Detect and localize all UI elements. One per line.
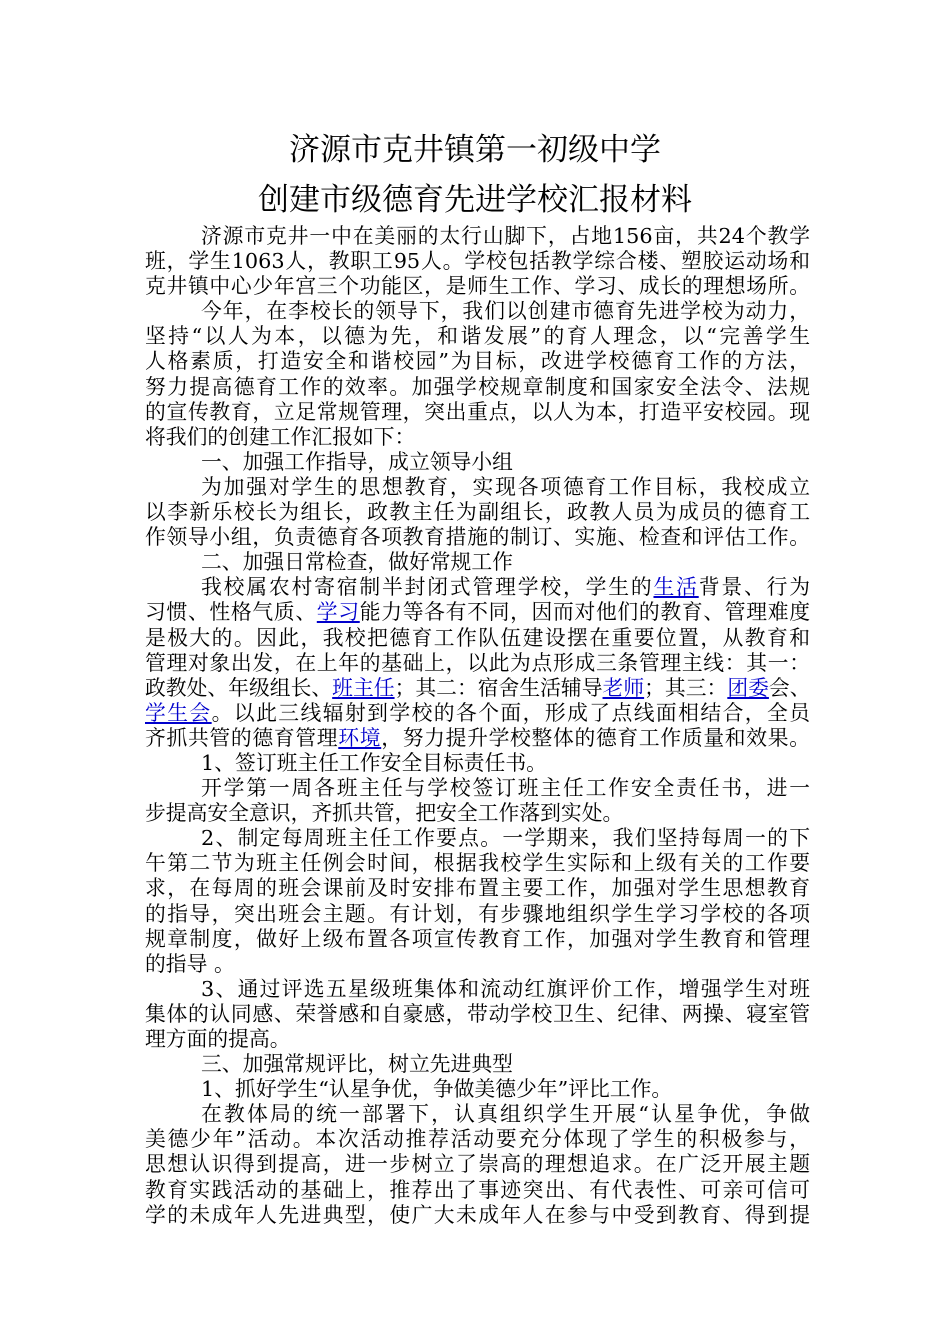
text-segment: 规章制度，做好上级布置各项宣传教育工作，加强对学生教育和管理 xyxy=(145,926,810,951)
text-line xyxy=(145,1178,810,1203)
text-segment: 今年，在李校长的领导下，我们以创建市德育先进学校为动力， xyxy=(201,299,810,324)
text-segment: 的指导 。 xyxy=(145,951,235,976)
text-segment: 一、加强工作指导，成立领导小组 xyxy=(201,449,513,474)
text-segment: 将我们的创建工作汇报如下： xyxy=(145,424,416,449)
text-line xyxy=(145,651,810,676)
text-segment: 1、签订班主任工作安全目标责任书。 xyxy=(201,750,547,775)
text-line xyxy=(145,902,810,927)
text-segment: 美德少年”活动。本次活动推荐活动要充分体现了学生的积极参与， xyxy=(145,1127,810,1152)
text-segment: 班，学生1063人，教职工95人。学校包括教学综合楼、塑胶运动场和 xyxy=(145,249,810,274)
text-line xyxy=(145,450,810,475)
text-segment: 人格素质，打造安全和谐校园”为目标，改进学校德育工作的方法， xyxy=(145,349,810,374)
text-line xyxy=(145,1002,810,1027)
text-line xyxy=(145,575,810,600)
text-segment: 作领导小组，负责德育各项教育措施的制订、实施、检查和评估工作。 xyxy=(145,525,810,550)
text-segment: 努力提高德育工作的效率。加强学校规章制度和国家安全法令、法规 xyxy=(145,374,810,399)
text-line xyxy=(145,801,810,826)
text-line xyxy=(145,1152,810,1177)
text-segment: 在教体局的统一部署下，认真组织学生开展“认星争优，争做 xyxy=(201,1102,810,1127)
text-segment: 背景、行为 xyxy=(698,575,811,600)
text-line xyxy=(145,1077,810,1102)
inline-link[interactable]: 老师 xyxy=(602,675,645,700)
text-segment: 求，在每周的班会课前及时安排布置主要工作，加强对学生思想教育 xyxy=(145,876,810,901)
text-segment: 会、 xyxy=(768,675,811,700)
text-line xyxy=(145,1203,810,1228)
text-line xyxy=(145,726,810,751)
text-line xyxy=(145,324,810,349)
text-segment: 的指导，突出班会主题。有计划，有步骤地组织学生学习学校的各项 xyxy=(145,901,810,926)
text-segment: 齐抓共管的德育管理 xyxy=(145,725,339,750)
text-segment: ；其三： xyxy=(644,675,728,700)
text-line xyxy=(145,500,810,525)
text-line xyxy=(145,676,810,701)
text-segment: 济源市克井一中在美丽的太行山脚下，占地156亩，共24个教学 xyxy=(201,224,810,248)
text-segment: 集体的认同感、荣誉感和自豪感，带动学校卫生、纪律、两操、寝室管 xyxy=(145,1001,810,1026)
text-line xyxy=(145,851,810,876)
text-segment: 步提高安全意识，齐抓共管，把安全工作落到实处。 xyxy=(145,801,624,826)
text-segment: 理方面的提高。 xyxy=(145,1027,291,1051)
text-line xyxy=(145,751,810,776)
text-segment: 习惯、性格气质、 xyxy=(145,600,317,625)
text-line xyxy=(145,1127,810,1152)
inline-link[interactable]: 生活 xyxy=(653,575,699,600)
text-line xyxy=(145,425,810,450)
text-segment: 坚持“以人为本，以德为先，和谐发展”的育人理念，以“完善学生 xyxy=(145,324,810,349)
text-segment: 二、加强日常检查，做好常规工作 xyxy=(201,550,513,575)
inline-link[interactable]: 学习 xyxy=(316,600,360,625)
text-line xyxy=(145,224,810,249)
text-segment: 我校属农村寄宿制半封闭式管理学校，学生的 xyxy=(201,575,654,600)
inline-link[interactable]: 环境 xyxy=(338,725,382,750)
text-line xyxy=(145,977,810,1002)
text-line xyxy=(145,626,810,651)
text-line xyxy=(145,776,810,801)
text-segment: 为加强对学生的思想教育，实现各项德育工作目标，我校成立 xyxy=(201,474,810,499)
text-segment: 2、制定每周班主任工作要点。一学期来，我们坚持每周一的下 xyxy=(201,826,810,851)
inline-link[interactable]: 学生会 xyxy=(145,700,212,725)
text-line xyxy=(145,927,810,952)
text-line xyxy=(145,249,810,274)
text-line xyxy=(145,600,810,625)
text-line xyxy=(145,1052,810,1077)
text-line xyxy=(145,952,810,977)
document-title-line-1: 济源市克井镇第一初级中学 xyxy=(289,132,661,168)
text-segment: ；其二：宿舍生活辅导 xyxy=(394,675,603,700)
text-segment: 学的未成年人先进典型，使广大未成年人在参与中受到教育、得到提 xyxy=(145,1202,810,1227)
text-line xyxy=(145,1102,810,1127)
text-segment: 以李新乐校长为组长，政教主任为副组长，政教人员为成员的德育工 xyxy=(145,500,810,525)
text-segment: 教育实践活动的基础上，推荐出了事迹突出、有代表性、可亲可信可 xyxy=(145,1177,810,1202)
text-segment: 开学第一周各班主任与学校签订班主任工作安全责任书，进一 xyxy=(201,776,810,801)
text-segment: 午第二节为班主任例会时间，根据我校学生实际和上级有关的工作要 xyxy=(145,851,810,876)
inline-link[interactable]: 班主任 xyxy=(332,675,395,700)
text-line xyxy=(145,876,810,901)
text-line xyxy=(145,701,810,726)
text-line xyxy=(145,299,810,324)
text-line xyxy=(145,274,810,299)
text-segment: 的宣传教育，立足常规管理，突出重点，以人为本，打造平安校园。现 xyxy=(145,399,810,424)
text-segment: 政教处、年级组长、 xyxy=(145,675,333,700)
text-line xyxy=(145,375,810,400)
text-segment: 管理对象出发，在上年的基础上，以此为点形成三条管理主线：其一： xyxy=(145,650,810,675)
text-line xyxy=(145,1027,810,1052)
text-line xyxy=(145,525,810,550)
text-segment: ，努力提升学校整体的德育工作质量和效果。 xyxy=(381,725,811,750)
document-body xyxy=(145,224,810,1228)
text-segment: 三、加强常规评比，树立先进典型 xyxy=(201,1052,513,1077)
text-segment: 克井镇中心少年宫三个功能区，是师生工作、学习、成长的理想场所。 xyxy=(145,274,810,299)
text-line xyxy=(145,400,810,425)
text-line xyxy=(145,475,810,500)
text-line xyxy=(145,550,810,575)
text-segment: 1、抓好学生“认星争优，争做美德少年”评比工作。 xyxy=(201,1077,673,1102)
text-line xyxy=(145,826,810,851)
text-segment: 。以此三线辐射到学校的各个面，形成了点线面相结合，全员 xyxy=(211,700,811,725)
document-title-line-2: 创建市级德育先进学校汇报材料 xyxy=(258,182,692,218)
text-segment: 思想认识得到提高，进一步树立了崇高的理想追求。在广泛开展主题 xyxy=(145,1152,810,1177)
inline-link[interactable]: 团委 xyxy=(727,675,769,700)
text-segment: 是极大的。因此，我校把德育工作队伍建设摆在重要位置，从教育和 xyxy=(145,625,810,650)
text-line xyxy=(145,349,810,374)
text-segment: 能力等各有不同，因而对他们的教育、管理难度 xyxy=(359,600,811,625)
text-segment: 3、通过评选五星级班集体和流动红旗评价工作，增强学生对班 xyxy=(201,976,810,1001)
